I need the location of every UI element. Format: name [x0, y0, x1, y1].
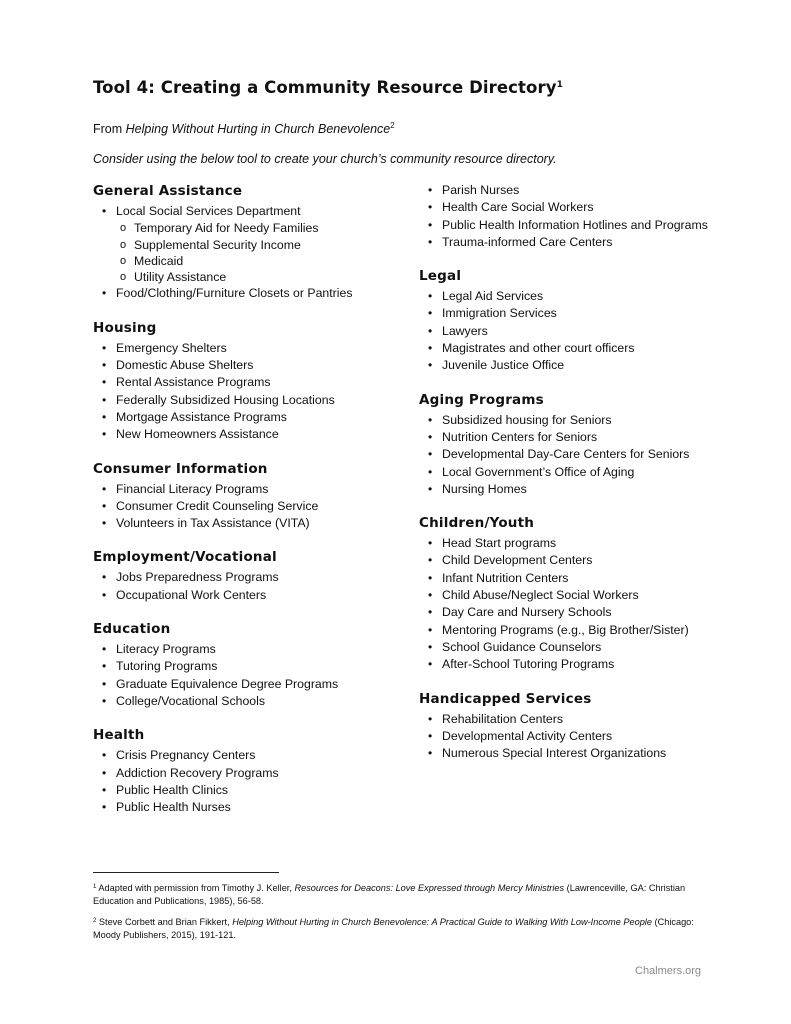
list-item: • Immigration Services: [419, 305, 719, 322]
left-column: [93, 182, 403, 832]
list-item: [93, 357, 403, 374]
list-item: • Local Government’s Office of Aging: [419, 464, 719, 481]
section-heading: Health: [93, 727, 145, 744]
list-item: [93, 765, 403, 782]
section-general-assistance: [93, 182, 403, 303]
footnote-marker: 1: [93, 884, 97, 890]
list-item: [93, 515, 403, 532]
section-heading: Education: [93, 621, 171, 638]
brand-footer: Chalmers.org: [635, 965, 702, 977]
list-item-text: Rental Assistance Programs: [116, 375, 271, 390]
list-item: [93, 693, 403, 710]
source-footnote-marker: 2: [390, 121, 395, 130]
list-item-text: Tutoring Programs: [116, 659, 218, 674]
section-health: [93, 726, 403, 816]
list-item: • Subsidized housing for Seniors: [419, 412, 719, 429]
section-heading: Consumer Information: [93, 460, 268, 477]
list-item: [93, 641, 403, 658]
page-title-text: Tool 4: Creating a Community Resource Directory: [93, 78, 557, 97]
list-item: • Trauma-informed Care Centers: [419, 234, 719, 251]
page-title: [93, 78, 733, 97]
list-item-text: Local Social Services Department: [116, 204, 301, 218]
right-column: [419, 182, 719, 778]
list-item-text: Crisis Pregnancy Centers: [116, 748, 256, 763]
list-item: • Rehabilitation Centers: [419, 711, 719, 728]
list-item: • Public Health Information Hotlines and Programs: [419, 217, 719, 234]
list-item: [93, 587, 403, 604]
section-children-youth: [419, 514, 719, 673]
list-item: [93, 481, 403, 498]
section-legal: [419, 267, 719, 374]
list-item: • Nursing Homes: [419, 481, 719, 498]
list-item: • School Guidance Counselors: [419, 639, 719, 656]
section-consumer-information: [93, 460, 403, 533]
intro-instruction: Consider using the below tool to create your church’s community resource directory.: [93, 152, 557, 166]
list-item: • Developmental Day-Care Centers for Seniors: [419, 446, 719, 463]
footnote-cited-title: Resources for Deacons: Love Expressed through Mercy Ministries: [294, 883, 565, 893]
section-heading: Children/Youth: [419, 515, 535, 532]
list-item: [93, 799, 403, 816]
list-item: • Nutrition Centers for Seniors: [419, 429, 719, 446]
list-item-text: Graduate Equivalence Degree Programs: [116, 676, 339, 691]
title-footnote-marker: 1: [556, 80, 563, 90]
list-item: [93, 409, 403, 426]
section-handicapped-services: [419, 690, 719, 763]
list-item: • Infant Nutrition Centers: [419, 570, 719, 587]
section-heading: Employment/Vocational: [93, 549, 277, 566]
footnote-1: [93, 881, 703, 907]
sub-list: [116, 220, 403, 285]
list-item: • Head Start programs: [419, 535, 719, 552]
footnote-text: (Lawrenceville, GA: Christian Education and Publications, 1985), 56-58.: [93, 883, 686, 906]
footnote-text: Adapted with permission from Timothy J. Keller,: [96, 883, 295, 893]
list-item: • After-School Tutoring Programs: [419, 656, 719, 673]
list-item: • Child Development Centers: [419, 552, 719, 569]
list-item: [93, 676, 403, 693]
list-item: • Legal Aid Services: [419, 288, 719, 305]
list-item-text: Volunteers in Tax Assistance (VITA): [116, 516, 310, 531]
list-item: • Day Care and Nursery Schools: [419, 604, 719, 621]
list-item: • Parish Nurses: [419, 182, 719, 199]
list-item: [93, 747, 403, 764]
list-item-text: Consumer Credit Counseling Service: [116, 498, 319, 513]
list-item-text: Domestic Abuse Shelters: [116, 358, 254, 373]
list-item-text: New Homeowners Assistance: [116, 427, 279, 442]
list-item: • Magistrates and other court officers: [419, 340, 719, 357]
section-heading: Handicapped Services: [419, 690, 592, 707]
footnote-divider: [93, 872, 279, 873]
sub-list-item: o Utility Assistance: [116, 269, 403, 285]
list-item: • Child Abuse/Neglect Social Workers: [419, 587, 719, 604]
section-education: [93, 620, 403, 710]
bullet-list: [419, 412, 719, 498]
bullet-list: [93, 747, 403, 816]
health-list-continued: [419, 182, 719, 251]
list-item-text: Financial Literacy Programs: [116, 481, 269, 496]
list-item: • Health Care Social Workers: [419, 199, 719, 216]
list-item: • Developmental Activity Centers: [419, 728, 719, 745]
list-item: [93, 340, 403, 357]
sub-list-item: o Temporary Aid for Needy Families: [116, 220, 403, 236]
footnote-text: Steve Corbett and Brian Fikkert,: [96, 917, 233, 927]
footnote-text: (Chicago: Moody Publishers, 2015), 191-121.: [93, 917, 694, 940]
bullet-list: [419, 535, 719, 673]
list-item: [93, 203, 403, 285]
section-housing: [93, 319, 403, 444]
section-heading: Housing: [93, 319, 157, 336]
list-item-text: Food/Clothing/Furniture Closets or Pantries: [116, 286, 353, 301]
source-line: [93, 121, 395, 136]
list-item: [93, 569, 403, 586]
bullet-list: [93, 569, 403, 604]
section-heading: Aging Programs: [419, 391, 544, 408]
bullet-list: [93, 203, 403, 303]
list-item-text: Mortgage Assistance Programs: [116, 409, 287, 424]
bullet-list: [93, 641, 403, 710]
bullet-list: [93, 481, 403, 533]
section-heading: General Assistance: [93, 183, 243, 199]
section-heading: Legal: [419, 268, 462, 285]
list-item-text: Literacy Programs: [116, 642, 216, 657]
source-prefix: From: [93, 122, 126, 136]
footnote-2: [93, 915, 703, 941]
list-item: • Lawyers: [419, 323, 719, 340]
list-item: [93, 285, 403, 302]
list-item-text: Jobs Preparedness Programs: [116, 570, 279, 585]
sub-list-item: o Medicaid: [116, 253, 403, 269]
section-employment-vocational: [93, 548, 403, 604]
list-item-text: Occupational Work Centers: [116, 587, 267, 602]
list-item-text: College/Vocational Schools: [116, 693, 266, 708]
list-item-text: Emergency Shelters: [116, 340, 227, 355]
list-item-text: Public Health Clinics: [116, 782, 229, 797]
sub-list-item: o Supplemental Security Income: [116, 237, 403, 253]
list-item-text: Addiction Recovery Programs: [116, 765, 279, 780]
list-item: • Mentoring Programs (e.g., Big Brother/Sister): [419, 622, 719, 639]
list-item: [93, 658, 403, 675]
footnote-cited-title: Helping Without Hurting in Church Benevolence: A Practical Guide to Walking With Low-Income People: [232, 917, 652, 927]
list-item-text: Public Health Nurses: [116, 800, 231, 815]
list-item: [93, 782, 403, 799]
list-item: • Juvenile Justice Office: [419, 357, 719, 374]
list-item: [93, 498, 403, 515]
list-item: [93, 374, 403, 391]
list-item-text: Federally Subsidized Housing Locations: [116, 392, 335, 407]
bullet-list: [419, 288, 719, 374]
list-item: • Numerous Special Interest Organizations: [419, 745, 719, 762]
bullet-list: [419, 711, 719, 763]
bullet-list: [93, 340, 403, 444]
list-item: [93, 426, 403, 443]
source-book-title: Helping Without Hurting in Church Benevolence: [125, 122, 391, 136]
section-aging-programs: [419, 391, 719, 498]
footnote-marker: 2: [93, 918, 97, 924]
list-item: [93, 392, 403, 409]
